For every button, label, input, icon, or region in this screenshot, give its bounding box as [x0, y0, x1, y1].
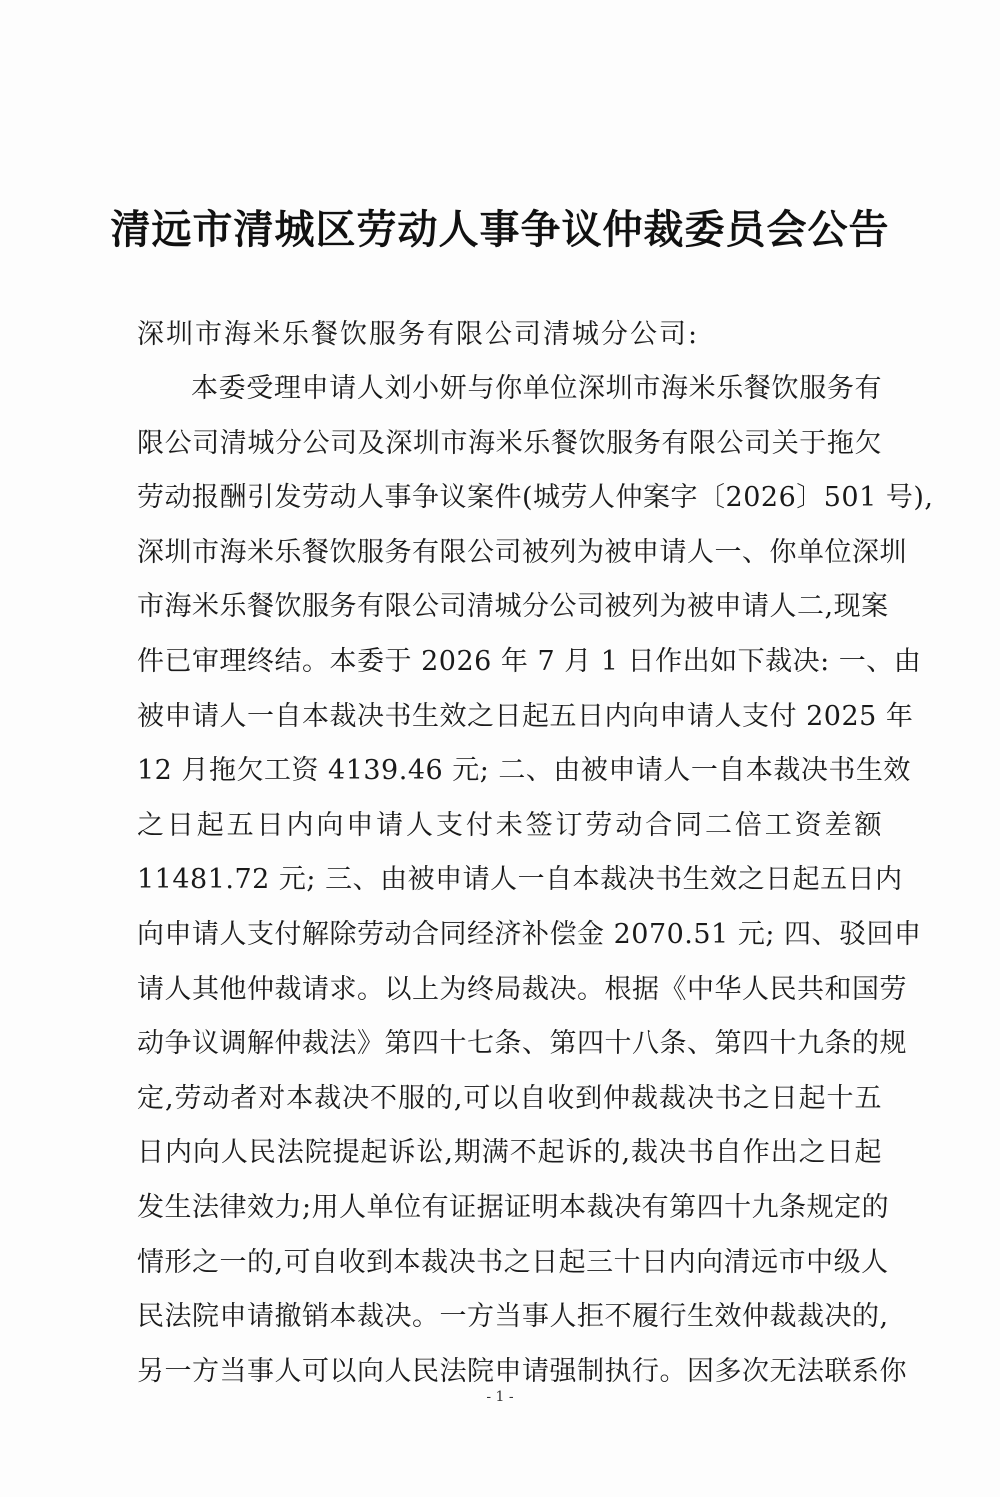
body-line: 12 月拖欠工资 4139.46 元; 二、由被申请人一自本裁决书生效 — [137, 755, 911, 787]
body-line: 被申请人一自本裁决书生效之日起五日内向申请人支付 2025 年 — [137, 700, 914, 732]
body-line: 动争议调解仲裁法》第四十七条、第四十八条、第四十九条的规 — [137, 1028, 907, 1060]
addressee-line: 深圳市海米乐餐饮服务有限公司清城分公司: — [137, 319, 700, 350]
body-line: 另一方当事人可以向人民法院申请强制执行。因多次无法联系你 — [137, 1355, 907, 1387]
body-line: 深圳市海米乐餐饮服务有限公司被列为被申请人一、你单位深圳 — [137, 536, 907, 568]
body-line: 向申请人支付解除劳动合同经济补偿金 2070.51 元; 四、驳回申 — [137, 918, 922, 950]
body-line: 件已审理终结。本委于 2026 年 7 月 1 日作出如下裁决: 一、由 — [137, 645, 922, 677]
body-line: 民法院申请撤销本裁决。一方当事人拒不履行生效仲裁裁决的, — [137, 1301, 889, 1333]
body-line: 劳动报酬引发劳动人事争议案件(城劳人仲案字〔2026〕501 号), — [137, 482, 934, 514]
body-line: 定,劳动者对本裁决不服的,可以自收到仲裁裁决书之日起十五 — [137, 1082, 882, 1114]
body-line: 请人其他仲裁请求。以上为终局裁决。根据《中华人民共和国劳 — [137, 973, 907, 1005]
body-line: 情形之一的,可自收到本裁决书之日起三十日内向清远市中级人 — [137, 1246, 889, 1278]
body-line: 本委受理申请人刘小妍与你单位深圳市海米乐餐饮服务有 — [191, 373, 882, 404]
body-line: 11481.72 元; 三、由被申请人一自本裁决书生效之日起五日内 — [137, 864, 903, 896]
body-line: 市海米乐餐饮服务有限公司清城分公司被列为被申请人二,现案 — [137, 591, 889, 623]
body-line: 日内向人民法院提起诉讼,期满不起诉的,裁决书自作出之日起 — [137, 1137, 882, 1169]
body-line: 限公司清城分公司及深圳市海米乐餐饮服务有限公司关于拖欠 — [137, 427, 882, 459]
page-number: - 1 - — [486, 1389, 514, 1405]
body-line: 之日起五日内向申请人支付未签订劳动合同二倍工资差额 — [137, 809, 882, 841]
body-line: 发生法律效力;用人单位有证据证明本裁决有第四十九条规定的 — [137, 1191, 890, 1223]
body-text — [137, 362, 934, 1399]
document-title: 清远市清城区劳动人事争议仲裁委员会公告 — [110, 206, 890, 253]
